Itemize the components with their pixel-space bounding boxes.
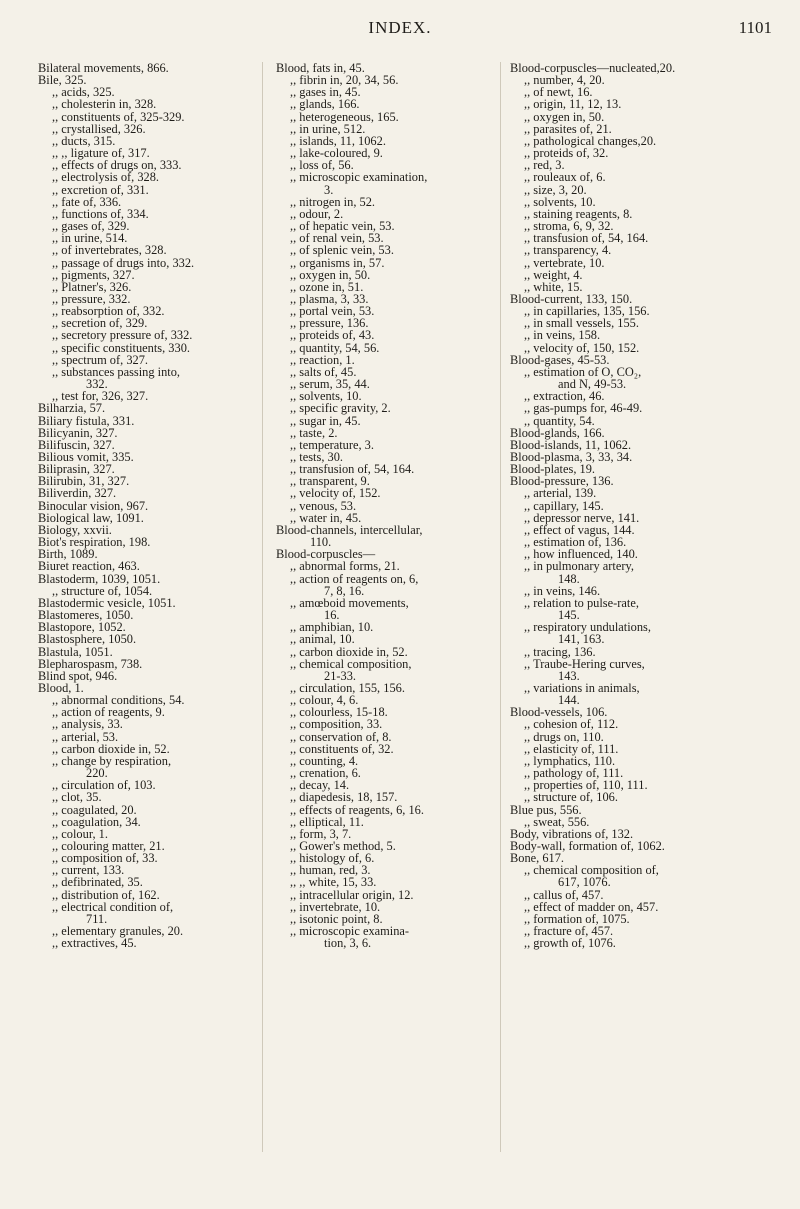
entry-text: ,, conservation of, 8. <box>290 729 392 744</box>
entry-text: Blastopore, 1052. <box>38 620 126 635</box>
entry-text: Blood-islands, 11, 1062. <box>510 437 632 452</box>
entry-text: ,, elliptical, 11. <box>290 814 364 829</box>
entry-text: ,, change by respiration, <box>52 753 172 768</box>
entry-continuation: 144. <box>558 693 580 708</box>
entry-text: Blood-corpuscles— <box>276 547 376 562</box>
entry-text: ,, sweat, 556. <box>524 814 590 829</box>
entry-text: ,, coagulated, 20. <box>52 802 137 817</box>
entry-text: Blastoderm, 1039, 1051. <box>38 571 161 586</box>
entry-text: ,, heterogeneous, 165. <box>290 109 399 124</box>
entry-text: Biological law, 1091. <box>38 510 144 525</box>
entry-text: Bilifuscin, 327. <box>38 437 115 452</box>
entry-text: ,, depressor nerve, 141. <box>524 510 640 525</box>
index-column-1 <box>38 62 253 949</box>
entry-text: ,, of renal vein, 53. <box>290 231 384 246</box>
entry-text: ,, organisms in, 57. <box>290 255 385 270</box>
entry-text: Blood, fats in, 45. <box>276 61 365 75</box>
entry-text: ,, staining reagents, 8. <box>524 206 633 221</box>
entry-text: Birth, 1089. <box>38 547 98 562</box>
entry-text: ,, spectrum of, 327. <box>52 352 149 367</box>
entry-text: ,, in urine, 512. <box>290 121 366 136</box>
index-subentry <box>38 937 253 949</box>
entry-text: ,, elementary granules, 20. <box>52 924 184 939</box>
entry-text: ,, in veins, 146. <box>524 583 601 598</box>
entry-text: ,, solvents, 10. <box>524 194 596 209</box>
entry-text: ,, gases of, 329. <box>52 219 130 234</box>
entry-text: ,, electrical condition of, <box>52 899 174 914</box>
entry-text: ,, constituents of, 32. <box>290 741 394 756</box>
entry-text: ,, velocity of, 152. <box>290 486 381 501</box>
entry-text: ,, arterial, 53. <box>52 729 119 744</box>
entry-text: Bile, 325. <box>38 73 87 88</box>
entry-text: ,, nitrogen in, 52. <box>290 194 376 209</box>
entry-text: ,, functions of, 334. <box>52 206 149 221</box>
entry-text: ,, in veins, 158. <box>524 328 601 343</box>
entry-text: ,, substances passing into, <box>52 364 181 379</box>
entry-text: ,, action of reagents, 9. <box>52 705 165 720</box>
entry-text: ,, circulation, 155, 156. <box>290 680 405 695</box>
entry-continuation: 143. <box>558 668 580 683</box>
index-subentry <box>38 755 253 779</box>
entry-text: ,, Platner's, 326. <box>52 279 132 294</box>
entry-text: ,, specific constituents, 330. <box>52 340 190 355</box>
entry-text: ,, lake-coloured, 9. <box>290 146 383 161</box>
entry-text: Blue pus, 556. <box>510 802 582 817</box>
entry-text: ,, of invertebrates, 328. <box>52 243 167 258</box>
entry-text: ,, fracture of, 457. <box>524 924 614 939</box>
entry-text: ,, test for, 326, 327. <box>52 389 149 404</box>
entry-text: ,, effect of madder on, 457. <box>524 899 659 914</box>
entry-continuation: 3. <box>324 182 334 197</box>
entry-text: ,, cohesion of, 112. <box>524 717 619 732</box>
entry-text: Biliprasin, 327. <box>38 462 115 477</box>
entry-text: ,, in pulmonary artery, <box>524 559 634 574</box>
entry-text: Body, vibrations of, 132. <box>510 826 634 841</box>
entry-text: ,, extraction, 46. <box>524 389 605 404</box>
index-columns <box>0 62 800 1202</box>
entry-text: ,, reaction, 1. <box>290 352 355 367</box>
entry-text: ,, defibrinated, 35. <box>52 875 143 890</box>
entry-text: ,, histology of, 6. <box>290 851 375 866</box>
entry-text: ,, pressure, 332. <box>52 291 131 306</box>
entry-text: ,, drugs on, 110. <box>524 729 604 744</box>
entry-text: ,, amœboid movements, <box>290 595 409 610</box>
entry-text: ,, estimation of O, CO₂, <box>524 364 642 379</box>
entry-text: ,, velocity of, 150, 152. <box>524 340 640 355</box>
entry-text: ,, effect of vagus, 144. <box>524 522 635 537</box>
entry-text: ,, intracellular origin, 12. <box>290 887 414 902</box>
entry-text: ,, circulation of, 103. <box>52 778 156 793</box>
entry-text: ,, capillary, 145. <box>524 498 604 513</box>
entry-text: ,, estimation of, 136. <box>524 535 627 550</box>
entry-text: Blood-current, 133, 150. <box>510 291 633 306</box>
entry-text: ,, electrolysis of, 328. <box>52 170 160 185</box>
entry-text: ,, parasites of, 21. <box>524 121 612 136</box>
index-subentry <box>38 901 253 925</box>
entry-text: ,, taste, 2. <box>290 425 338 440</box>
index-subentry <box>510 937 755 949</box>
entry-text: ,, acids, 325. <box>52 85 115 100</box>
entry-text: ,, pigments, 327. <box>52 267 135 282</box>
entry-text: ,, temperature, 3. <box>290 437 374 452</box>
entry-text: ,, weight, 4. <box>524 267 583 282</box>
entry-text: ,, chemical composition of, <box>524 863 659 878</box>
entry-text: ,, invertebrate, 10. <box>290 899 381 914</box>
index-subentry <box>510 682 755 706</box>
entry-text: ,, carbon dioxide in, 52. <box>52 741 170 756</box>
entry-text: ,, form, 3, 7. <box>290 826 352 841</box>
entry-text: ,, formation of, 1075. <box>524 911 630 926</box>
entry-text: Blood-glands, 166. <box>510 425 605 440</box>
entry-text: ,, abnormal conditions, 54. <box>52 693 185 708</box>
entry-text: ,, of splenic vein, 53. <box>290 243 394 258</box>
entry-text: ,, microscopic examination, <box>290 170 428 185</box>
index-subentry <box>276 597 492 621</box>
entry-text: ,, coagulation, 34. <box>52 814 141 829</box>
entry-text: Biliverdin, 327. <box>38 486 117 501</box>
entry-text: ,, crystallised, 326. <box>52 121 146 136</box>
entry-text: ,, of newt, 16. <box>524 85 593 100</box>
entry-text: ,, arterial, 139. <box>524 486 597 501</box>
index-subentry <box>276 925 492 949</box>
entry-text: ,, oxygen in, 50. <box>290 267 371 282</box>
page-number: 1101 <box>738 18 772 37</box>
entry-text: Blastula, 1051. <box>38 644 113 659</box>
index-subentry <box>276 658 492 682</box>
entry-text: ,, fate of, 336. <box>52 194 122 209</box>
entry-text: ,, amphibian, 10. <box>290 620 374 635</box>
entry-text: ,, variations in animals, <box>524 680 640 695</box>
entry-text: ,, water in, 45. <box>290 510 362 525</box>
entry-text: ,, constituents of, 325-329. <box>52 109 185 124</box>
entry-text: ,, origin, 11, 12, 13. <box>524 97 622 112</box>
entry-text: ,, microscopic examina- <box>290 924 410 939</box>
entry-text: ,, gases in, 45. <box>290 85 361 100</box>
entry-text: ,, secretory pressure of, 332. <box>52 328 193 343</box>
entry-continuation: and N, 49-53. <box>558 377 627 392</box>
index-column-2 <box>276 62 492 949</box>
entry-text: ,, in small vessels, 155. <box>524 316 639 331</box>
entry-text: Blood-corpuscles—nucleated,20. <box>510 61 676 75</box>
entry-text: ,, quantity, 54. <box>524 413 595 428</box>
entry-text: ,, structure of, 1054. <box>52 583 153 598</box>
entry-text: ,, proteids of, 32. <box>524 146 609 161</box>
entry-text: ,, animal, 10. <box>290 632 355 647</box>
index-subentry <box>510 560 755 584</box>
entry-continuation: 617, 1076. <box>558 875 611 890</box>
entry-text: ,, current, 133. <box>52 863 125 878</box>
entry-continuation: tion, 3, 6. <box>324 936 372 951</box>
entry-text: ,, number, 4, 20. <box>524 73 605 88</box>
entry-text: ,, fibrin in, 20, 34, 56. <box>290 73 399 88</box>
entry-text: ,, stroma, 6, 9, 32. <box>524 219 614 234</box>
entry-text: ,, of hepatic vein, 53. <box>290 219 395 234</box>
entry-text: ,, tests, 30. <box>290 450 344 464</box>
entry-text: Biot's respiration, 198. <box>38 535 151 550</box>
entry-continuation: 220. <box>86 766 108 781</box>
entry-text: ,, decay, 14. <box>290 778 350 793</box>
entry-text: Blood-plates, 19. <box>510 462 596 477</box>
entry-text: ,, action of reagents on, 6, <box>290 571 419 586</box>
entry-text: Blastomeres, 1050. <box>38 608 134 623</box>
entry-text: ,, isotonic point, 8. <box>290 911 383 926</box>
entry-text: ,, pressure, 136. <box>290 316 369 331</box>
entry-text: ,, odour, 2. <box>290 206 344 221</box>
entry-text: ,, in capillaries, 135, 156. <box>524 304 650 319</box>
entry-text: Blepharospasm, 738. <box>38 656 143 671</box>
entry-text: ,, cholesterin in, 328. <box>52 97 157 112</box>
index-subentry <box>510 366 755 390</box>
entry-text: Blind spot, 946. <box>38 668 118 683</box>
entry-text: ,, quantity, 54, 56. <box>290 340 380 355</box>
entry-text: ,, ,, ligature of, 317. <box>52 146 150 161</box>
entry-text: ,, secretion of, 329. <box>52 316 148 331</box>
entry-text: ,, tracing, 136. <box>524 644 596 659</box>
entry-text: ,, composition, 33. <box>290 717 383 732</box>
entry-text: ,, chemical composition, <box>290 656 412 671</box>
entry-text: Bilious vomit, 335. <box>38 450 134 464</box>
entry-continuation: 141, 163. <box>558 632 605 647</box>
index-subentry <box>276 171 492 195</box>
entry-text: Blood-channels, intercellular, <box>276 522 423 537</box>
entry-text: ,, gas-pumps for, 46-49. <box>524 401 643 416</box>
entry-text: ,, pathology of, 111. <box>524 766 624 781</box>
entry-text: ,, islands, 11, 1062. <box>290 133 386 148</box>
entry-text: ,, ducts, 315. <box>52 133 116 148</box>
entry-text: ,, white, 15. <box>524 279 583 294</box>
entry-text: ,, vertebrate, 10. <box>524 255 605 270</box>
entry-text: ,, serum, 35, 44. <box>290 377 370 392</box>
entry-text: Bilicyanin, 327. <box>38 425 118 440</box>
entry-text: ,, reabsorption of, 332. <box>52 304 165 319</box>
entry-text: ,, ozone in, 51. <box>290 279 364 294</box>
entry-text: ,, abnormal forms, 21. <box>290 559 400 574</box>
entry-text: ,, analysis, 33. <box>52 717 123 732</box>
page-header <box>0 18 800 48</box>
entry-text: ,, pathological changes,20. <box>524 133 657 148</box>
entry-text: ,, structure of, 106. <box>524 790 618 805</box>
entry-text: ,, Traube-Hering curves, <box>524 656 645 671</box>
entry-text: Blood, 1. <box>38 680 84 695</box>
entry-text: ,, glands, 166. <box>290 97 360 112</box>
entry-continuation: 148. <box>558 571 580 586</box>
entry-text: ,, red, 3. <box>524 158 565 173</box>
entry-text: ,, colour, 1. <box>52 826 108 841</box>
entry-text: ,, transfusion of, 54, 164. <box>524 231 649 246</box>
entry-continuation: 21-33. <box>324 668 357 683</box>
entry-text: ,, properties of, 110, 111. <box>524 778 648 793</box>
entry-text: Blastosphere, 1050. <box>38 632 137 647</box>
entry-text: Blastodermic vesicle, 1051. <box>38 595 176 610</box>
entry-text: Biuret reaction, 463. <box>38 559 140 574</box>
entry-text: Blood-gases, 45-53. <box>510 352 610 367</box>
entry-text: ,, transparency, 4. <box>524 243 612 258</box>
entry-text: ,, Gower's method, 5. <box>290 839 396 853</box>
entry-text: ,, distribution of, 162. <box>52 887 160 902</box>
entry-text: ,, counting, 4. <box>290 753 359 768</box>
entry-text: ,, solvents, 10. <box>290 389 362 404</box>
entry-text: ,, in urine, 514. <box>52 231 128 246</box>
entry-text: ,, relation to pulse-rate, <box>524 595 639 610</box>
index-subentry <box>276 573 492 597</box>
entry-text: Bilateral movements, 866. <box>38 61 169 75</box>
entry-text: Biology, xxvii. <box>38 522 112 537</box>
entry-text: Binocular vision, 967. <box>38 498 149 513</box>
entry-text: ,, plasma, 3, 33. <box>290 291 369 306</box>
entry-text: Body-wall, formation of, 1062. <box>510 839 665 853</box>
entry-continuation: 16. <box>324 608 340 623</box>
index-subentry <box>510 621 755 645</box>
entry-continuation: 7, 8, 16. <box>324 583 365 598</box>
page-title: INDEX. <box>368 18 432 37</box>
entry-text: ,, venous, 53. <box>290 498 357 513</box>
entry-text: ,, elasticity of, 111. <box>524 741 619 756</box>
entry-text: ,, sugar in, 45. <box>290 413 361 428</box>
entry-text: ,, colour, 4, 6. <box>290 693 359 708</box>
entry-text: ,, crenation, 6. <box>290 766 361 781</box>
entry-text: ,, diapedesis, 18, 157. <box>290 790 398 805</box>
index-subentry <box>510 658 755 682</box>
entry-text: ,, loss of, 56. <box>290 158 354 173</box>
entry-continuation: 110. <box>310 535 332 550</box>
entry-text: ,, excretion of, 331. <box>52 182 149 197</box>
entry-text: ,, rouleaux of, 6. <box>524 170 606 185</box>
entry-text: ,, passage of drugs into, 332. <box>52 255 195 270</box>
entry-text: ,, transparent, 9. <box>290 474 370 489</box>
entry-text: ,, composition of, 33. <box>52 851 158 866</box>
entry-text: ,, proteids of, 43. <box>290 328 375 343</box>
entry-text: ,, lymphatics, 110. <box>524 753 616 768</box>
entry-text: ,, oxygen in, 50. <box>524 109 605 124</box>
entry-text: Blood-pressure, 136. <box>510 474 614 489</box>
entry-text: ,, salts of, 45. <box>290 364 357 379</box>
entry-text: ,, carbon dioxide in, 52. <box>290 644 408 659</box>
entry-continuation: 711. <box>86 911 108 926</box>
entry-text: ,, how influenced, 140. <box>524 547 638 562</box>
entry-text: ,, extractives, 45. <box>52 936 137 951</box>
entry-text: Bilharzia, 57. <box>38 401 106 416</box>
entry-text: ,, effects of drugs on, 333. <box>52 158 182 173</box>
entry-text: ,, callus of, 457. <box>524 887 604 902</box>
index-subentry <box>510 597 755 621</box>
entry-text: Blood-vessels, 106. <box>510 705 608 720</box>
entry-text: ,, specific gravity, 2. <box>290 401 391 416</box>
entry-text: ,, effects of reagents, 6, 16. <box>290 802 424 817</box>
entry-text: Biliary fistula, 331. <box>38 413 135 428</box>
entry-text: Bone, 617. <box>510 851 565 866</box>
entry-text: ,, human, red, 3. <box>290 863 371 878</box>
entry-text: ,, colourless, 15-18. <box>290 705 388 720</box>
entry-continuation: 145. <box>558 608 580 623</box>
entry-text: ,, ,, white, 15, 33. <box>290 875 377 890</box>
index-entry <box>276 524 492 548</box>
index-column-3 <box>510 62 755 949</box>
entry-text: ,, transfusion of, 54, 164. <box>290 462 415 477</box>
entry-text: ,, size, 3, 20. <box>524 182 587 197</box>
index-subentry <box>510 864 755 888</box>
entry-continuation: 332. <box>86 377 108 392</box>
entry-text: ,, growth of, 1076. <box>524 936 616 951</box>
entry-text: ,, respiratory undulations, <box>524 620 651 635</box>
entry-text: ,, portal vein, 53. <box>290 304 375 319</box>
entry-text: Bilirubin, 31, 327. <box>38 474 130 489</box>
entry-text: ,, colouring matter, 21. <box>52 839 165 853</box>
index-subentry <box>38 366 253 390</box>
entry-text: Blood-plasma, 3, 33, 34. <box>510 450 633 464</box>
entry-text: ,, clot, 35. <box>52 790 102 805</box>
